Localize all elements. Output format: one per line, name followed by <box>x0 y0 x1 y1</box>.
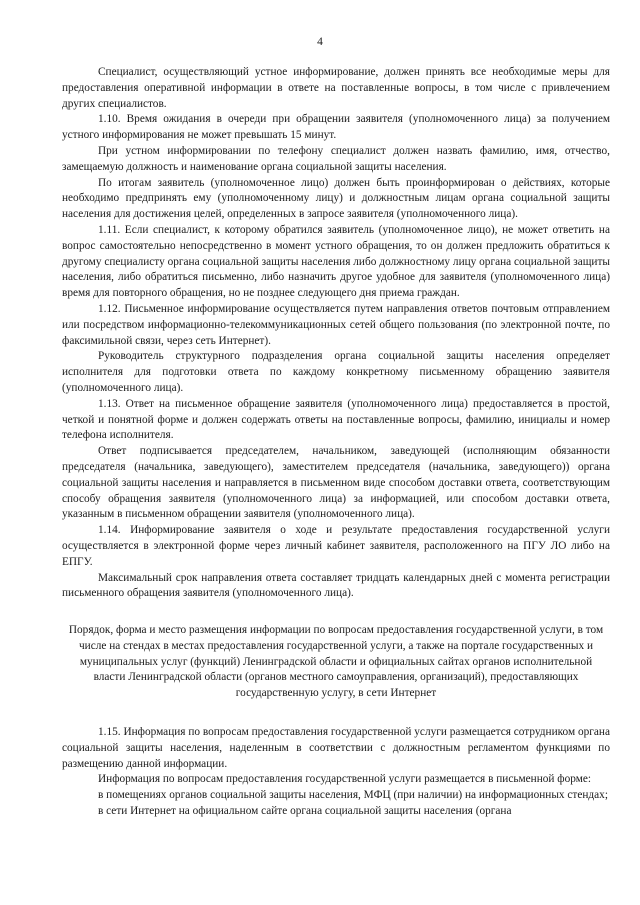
page-number: 4 <box>317 36 323 48</box>
document-body <box>62 65 610 820</box>
paragraph: При устном информировании по телефону специалист должен назвать фамилию, имя, отчество, замещаемую должность и наименование органа социальной защиты населения. <box>62 144 610 173</box>
paragraph: Руководитель структурного подразделения органа социальной защиты населения определяет исполнителя для подготовки ответа по каждому конкретному письменному обращению заявителя (уполномоченного лица). <box>62 350 610 394</box>
section-heading: Порядок, форма и место размещения информации по вопросам предоставления государственной услуги, в том числе на стендах в местах предоставления государственной услуги, а также на портале государственных и муниципальных услуг (функций) Ленинградской области и официальных сайтах органов исполнительной власти Ленинградской области (органов местного самоуправления, организаций), предоставляющих государственную услугу, в сети Интернет <box>68 624 604 700</box>
paragraph: 1.13. Ответ на письменное обращение заявителя (уполномоченного лица) предоставляется в простой, четкой и понятной форме и должен содержать ответы на поставленные вопросы, фамилию, инициалы и номер телефона исполнителя. <box>62 397 610 442</box>
paragraph: в помещениях органов социальной защиты населения, МФЦ (при наличии) на информационных стендах; <box>98 789 608 802</box>
paragraph: 1.14. Информирование заявителя о ходе и результате предоставления государственной услуги осуществляется в электронной форме через личный кабинет заявителя, расположенного на ПГУ ЛО либо на ЕПГУ. <box>62 524 610 568</box>
paragraph: Ответ подписывается председателем, начальником, заведующей (исполняющим обязанности председателя (начальника, заведующего), заместителем председателя (начальника, заведующего)) органа социальной защиты населения и направляется в письменном виде способом доставки ответа, соответствующим способу обращения заявителя (уполномоченного лица) за информацией, или способом доставки ответа, указанным в письменном обращении заявителя (уполномоченного лица). <box>62 445 610 521</box>
paragraph: 1.10. Время ожидания в очереди при обращении заявителя (уполномоченного лица) за получением устного информирования не может превышать 15 минут. <box>62 113 610 142</box>
paragraph: 1.11. Если специалист, к которому обратился заявитель (уполномоченное лицо), не может ответить на вопрос самостоятельно непосредственно в момент устного обращения, то он должен предложить обратиться к другому специалисту органа социальной защиты населения либо должностному лицу органа социальной защиты населения, либо обратиться письменно, либо назначить другое удобное для заявителя (уполномоченного лица) время для повторного обращения, но не позднее следующего дня приема граждан. <box>62 223 610 300</box>
paragraph: Специалист, осуществляющий устное информирование, должен принять все необходимые меры для предоставления оперативной информации в ответе на поставленные вопросы, в том числе с привлечением других специалистов. <box>62 66 610 110</box>
paragraph: в сети Интернет на официальном сайте органа социальной защиты населения (органа <box>98 805 512 818</box>
paragraph: 1.12. Письменное информирование осуществляется путем направления ответов почтовым отправлением или посредством информационно-телекоммуникационных сетей общего пользования (по электронной почте, по факсимильной связи, через сеть Интернет). <box>62 302 610 347</box>
paragraph: Информация по вопросам предоставления государственной услуги размещается в письменной форме: <box>98 773 592 786</box>
paragraph: 1.15. Информация по вопросам предоставления государственной услуги размещается сотрудником органа социальной защиты населения, наделенным в соответствии с должностным регламентом функциями по размещению данной информации. <box>62 726 610 770</box>
paragraph: По итогам заявитель (уполномоченное лицо) должен быть проинформирован о действиях, которые необходимо предпринять ему (уполномоченному лицу) и должностным лицам органа социальной защиты населения для достижения целей, определенных в запросе заявителя (уполномоченного лица). <box>62 176 610 221</box>
paragraph: Максимальный срок направления ответа составляет тридцать календарных дней с момента регистрации письменного обращения заявителя (уполномоченного лица). <box>62 571 610 600</box>
